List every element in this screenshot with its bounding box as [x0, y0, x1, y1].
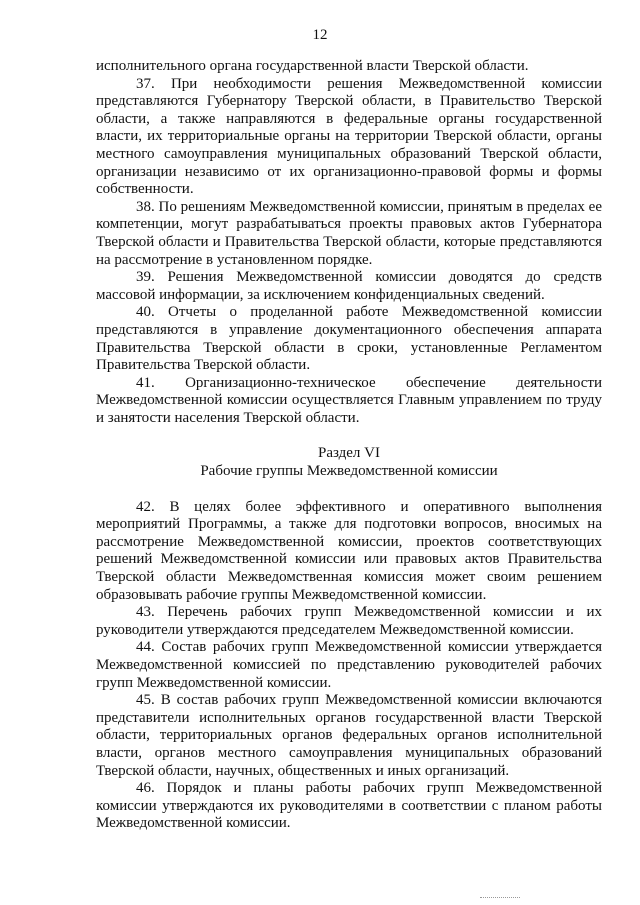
- paragraph-40: 40. Отчеты о проделанной работе Межведомственной комиссии представляются в управление документационного обеспечения аппарата Правительства Тверской области в сроки, установленные Регламентом Правительства Тверской области.: [96, 304, 602, 374]
- page-number: 12: [312, 27, 328, 43]
- paragraph-45: 45. В состав рабочих групп Межведомственной комиссии включаются представители исполнительных органов государственной власти Тверской области, территориальных органов федеральных органов исполнительной власти, органов местного самоуправления муниципальных образований Тверской области, научных, общественных и иных организаций.: [96, 692, 602, 779]
- paragraph-43: 43. Перечень рабочих групп Межведомственной комиссии и их руководители утверждаются председателем Межведомственной комиссии.: [96, 604, 602, 638]
- paragraph-continuation: исполнительного органа государственной власти Тверской области.: [96, 58, 529, 74]
- document-body: [96, 58, 602, 833]
- paragraph-38: 38. По решениям Межведомственной комиссии, принятым в пределах ее компетенции, могут разрабатываться проекты правовых актов Губернатора Тверской области и Правительства Тверской области, которые представляются на рассмотрение в установленном порядке.: [96, 198, 602, 268]
- paragraph-46: 46. Порядок и планы работы рабочих групп Межведомственной комиссии утверждаются их руководителями в соответствии с планом работы Межведомственной комиссии.: [96, 780, 602, 832]
- paragraph-39: 39. Решения Межведомственной комиссии доводятся до средств массовой информации, за исключением конфиденциальных сведений.: [96, 269, 602, 303]
- paragraph-41: 41. Организационно-техническое обеспечение деятельности Межведомственной комиссии осуществляется Главным управлением по труду и занятости населения Тверской области.: [96, 374, 602, 426]
- section-title: Рабочие группы Межведомственной комиссии: [200, 463, 498, 480]
- section-number: Раздел VI: [317, 445, 380, 462]
- paragraph-44: 44. Состав рабочих групп Межведомственной комиссии утверждается Межведомственной комиссией по представлению руководителей рабочих групп Межведомственной комиссии.: [96, 639, 602, 691]
- paragraph-37: 37. При необходимости решения Межведомственной комиссии представляются Губернатору Тверской области, в Правительство Тверской области, а также направляются в федеральные органы государственной власти, их территориальные органы на территории Тверской области, органы местного самоуправления муниципальных образований Тверской области, организации независимо от их организационно-правовой формы и формы собственности.: [96, 75, 602, 198]
- scan-edge-mark: [480, 897, 520, 900]
- paragraph-42: 42. В целях более эффективного и оперативного выполнения мероприятий Программы, а также для подготовки вопросов, вносимых на рассмотрение Межведомственной комиссии, проектов соответствующих решений Межведомственной комиссии или правовых актов Правительства Тверской области Межведомственная комиссия может своим решением образовывать рабочие группы Межведомственной комиссии.: [96, 498, 602, 603]
